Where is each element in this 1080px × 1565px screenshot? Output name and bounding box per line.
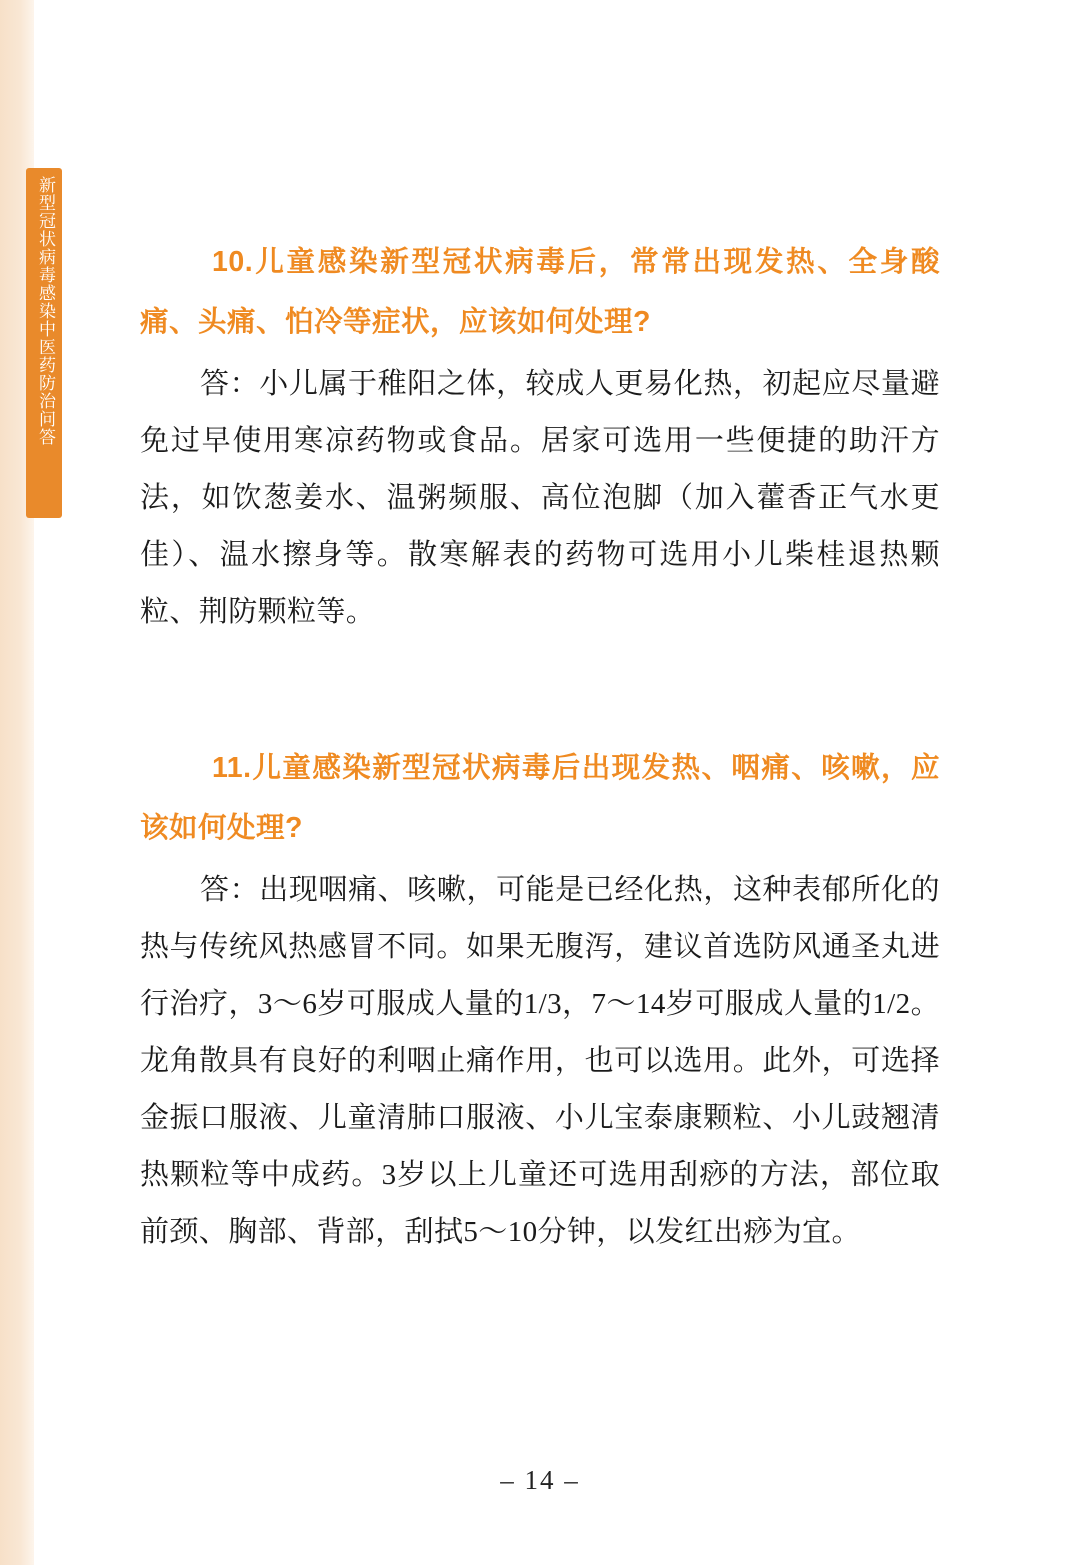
question-heading-10: 10.儿童感染新型冠状病毒后，常常出现发热、全身酸痛、头痛、怕冷等症状，应该如何处理? xyxy=(140,246,940,338)
page-content xyxy=(140,0,940,1565)
page-number: – 14 – xyxy=(500,1465,580,1495)
answer-text-10: 答：小儿属于稚阳之体，较成人更易化热，初起应尽量避免过早使用寒凉药物或食品。居家可选用一些便捷的助汗方法，如饮葱姜水、温粥频服、高位泡脚（加入藿香正气水更佳）、温水擦身等。散寒解表的药物可选用小儿柴桂退热颗粒、荆防颗粒等。 xyxy=(140,368,940,628)
question-heading-11: 11.儿童感染新型冠状病毒后出现发热、咽痛、咳嗽，应该如何处理? xyxy=(140,752,940,844)
side-tab-title: 新型冠状病毒感染中医药防治问答 xyxy=(36,176,55,446)
answer-text-11: 答：出现咽痛、咳嗽，可能是已经化热，这种表郁所化的热与传统风热感冒不同。如果无腹泻，建议首选防风通圣丸进行治疗，3～6岁可服成人量的1/3，7～14岁可服成人量的1/2。龙角散具有良好的利咽止痛作用，也可以选用。此外，可选择金振口服液、儿童清肺口服液、小儿宝泰康颗粒、小儿豉翘清热颗粒等中成药。3岁以上儿童还可选用刮痧的方法，部位取前颈、胸部、背部，刮拭5～10分钟，以发红出痧为宜。 xyxy=(140,874,940,1248)
qa-item-11 xyxy=(140,738,940,1261)
qa-item-10 xyxy=(140,232,940,641)
